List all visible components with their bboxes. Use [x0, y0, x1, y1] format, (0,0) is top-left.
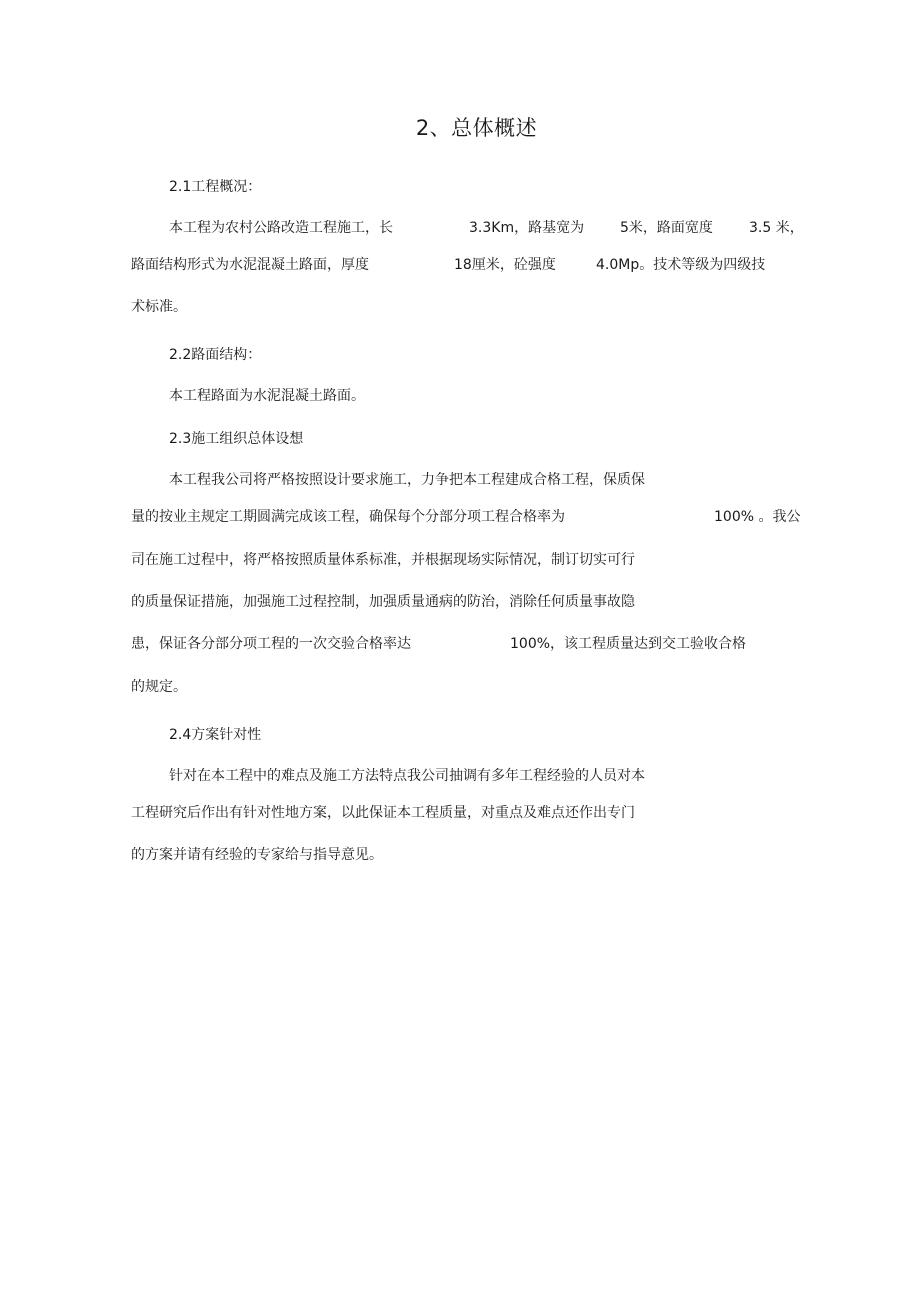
paragraph-2-1-line-3: 术标准。: [131, 299, 187, 315]
paragraph-2-2-line-1: 本工程路面为水泥混凝土路面。: [169, 388, 365, 404]
paragraph-2-1-line-1-part-3: 5米，路面宽度: [620, 220, 713, 236]
paragraph-2-4-line-2: 工程研究后作出有针对性地方案，以此保证本工程质量，对重点及难点还作出专门: [131, 805, 635, 821]
paragraph-2-1-line-1-part-2: 3.3Km，路基宽为: [469, 220, 585, 236]
paragraph-2-3-line-6: 的规定。: [131, 679, 187, 695]
paragraph-2-1-line-1-part-1: 本工程为农村公路改造工程施工，长: [169, 220, 393, 236]
paragraph-2-3-line-2-part-2: 100% 。我公: [714, 509, 801, 525]
paragraph-2-1-line-2-part-2: 18厘米，砼强度: [454, 257, 556, 273]
page-title: 2、总体概述: [415, 116, 538, 140]
section-heading-2-1: 2.1工程概况：: [169, 179, 262, 195]
paragraph-2-1-line-2-part-3: 4.0Mp。技术等级为四级技: [596, 257, 766, 273]
paragraph-2-3-line-1: 本工程我公司将严格按照设计要求施工，力争把本工程建成合格工程，保质保: [169, 472, 645, 488]
section-heading-2-2: 2.2路面结构：: [169, 347, 262, 363]
paragraph-2-4-line-3: 的方案并请有经验的专家给与指导意见。: [131, 847, 383, 863]
section-heading-2-3: 2.3施工组织总体设想: [169, 431, 304, 447]
paragraph-2-3-line-2-part-1: 量的按业主规定工期圆满完成该工程，确保每个分部分项工程合格率为: [131, 509, 565, 525]
section-heading-2-4: 2.4方案针对性: [169, 727, 262, 743]
paragraph-2-1-line-1-part-4: 3.5 米，: [749, 220, 804, 236]
paragraph-2-3-line-4: 的质量保证措施，加强施工过程控制，加强质量通病的防治，消除任何质量事故隐: [131, 594, 635, 610]
paragraph-2-1-line-2-part-1: 路面结构形式为水泥混凝土路面，厚度: [131, 257, 369, 273]
paragraph-2-3-line-3: 司在施工过程中，将严格按照质量体系标准，并根据现场实际情况，制订切实可行: [131, 552, 635, 568]
paragraph-2-3-line-5-part-2: 100%，该工程质量达到交工验收合格: [510, 636, 747, 652]
paragraph-2-4-line-1: 针对在本工程中的难点及施工方法特点我公司抽调有多年工程经验的人员对本: [169, 768, 645, 784]
paragraph-2-3-line-5-part-1: 患，保证各分部分项工程的一次交验合格率达: [131, 636, 411, 652]
